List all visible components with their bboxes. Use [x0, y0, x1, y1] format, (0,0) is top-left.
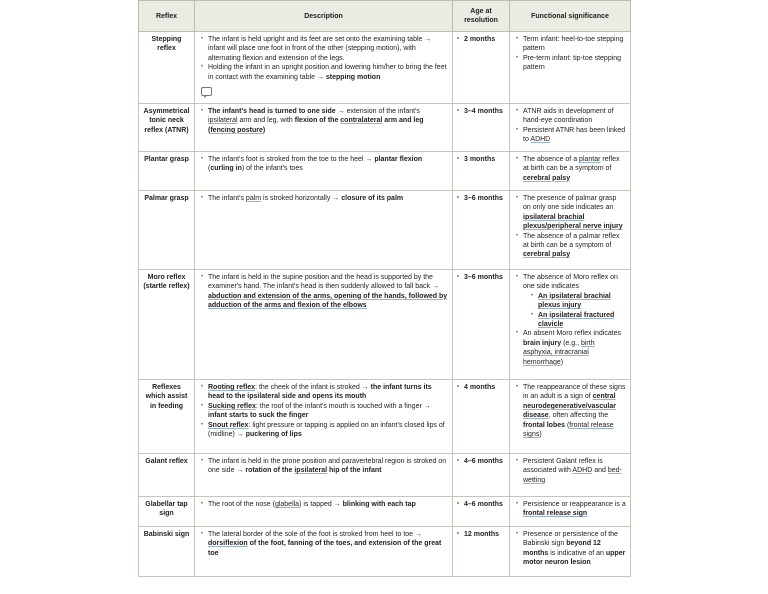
text-run[interactable]: frontal release signs: [523, 421, 614, 439]
text-run: rotation of the: [245, 467, 295, 475]
reflex-table: [138, 0, 631, 577]
table-row: [139, 497, 631, 527]
age-list: [457, 530, 505, 539]
text-run: plantar flexion: [374, 156, 423, 163]
age-value: • 3 months: [457, 155, 505, 164]
reflex-name: Babinski sign: [139, 527, 195, 577]
header-age: Age at resolution: [453, 1, 510, 32]
text-run[interactable]: ADHD: [530, 136, 551, 144]
description-item: [201, 63, 448, 82]
significance-item: [531, 311, 626, 330]
text-run: Persistent ATNR has been linked to: [523, 126, 626, 144]
significance-cell: [510, 380, 631, 454]
text-run: ): [539, 431, 542, 439]
age-value: • 4–6 months: [457, 457, 505, 466]
age-list: [457, 107, 505, 116]
text-run: The infant is held upright and its feet are set onto the examining table → infant will place one foot in front of the other (stepping motion), with alternating flexion and extension of the legs.: [208, 36, 432, 62]
age-cell: [453, 191, 510, 270]
age-list: [457, 155, 505, 164]
text-run: The absence of Moro reflex on one side indicates: [523, 274, 618, 291]
text-run: is stroked horizontally →: [261, 195, 342, 202]
text-run: blinking with each tap: [342, 501, 416, 508]
table-row: [139, 32, 631, 104]
age-list: [457, 35, 505, 44]
text-run[interactable]: glabella: [274, 501, 300, 508]
significance-item: [516, 54, 626, 73]
text-run[interactable]: bed-wetting: [523, 467, 622, 484]
text-run: (: [208, 165, 211, 173]
significance-cell: [510, 104, 631, 152]
text-run: : the cheek of the infant is stroked →: [255, 384, 371, 391]
significance-list: [516, 155, 626, 183]
text-run: ): [262, 126, 266, 134]
description-item: [201, 155, 448, 174]
text-run: brain injury: [523, 339, 562, 347]
age-cell: [453, 270, 510, 380]
age-cell: [453, 527, 510, 577]
text-run: infant starts to suck the finger: [208, 412, 309, 420]
text-run[interactable]: cerebral palsy: [523, 251, 571, 259]
text-run: The infant is held in the prone position and paravertebral region is stroked on one side →: [208, 458, 447, 475]
reflex-table-container: [138, 0, 630, 577]
text-run: The absence of a palmar reflex at birth can be a symptom of: [523, 232, 620, 250]
header-significance: Functional significance: [510, 1, 631, 32]
table-row: [139, 104, 631, 152]
age-list: [457, 457, 505, 466]
text-run: The infant is held in the supine position and the head is supported by the examiner's hand. The infant's head is then suddenly allowed to fall back →: [208, 274, 439, 291]
text-run[interactable]: birth asphyxia, intracranial hemorrhage: [523, 339, 595, 366]
text-run[interactable]: plantar: [579, 156, 601, 163]
description-list: [201, 155, 448, 174]
description-list: [201, 383, 448, 439]
description-item: [201, 194, 448, 203]
text-run[interactable]: ADHD: [572, 467, 593, 475]
text-run: (: [565, 421, 570, 429]
significance-item: [516, 155, 626, 183]
description-list: [201, 194, 448, 203]
text-run: Persistent Galant reflex is associated with: [523, 458, 603, 475]
text-run[interactable]: contralateral: [340, 117, 383, 125]
age-cell: [453, 380, 510, 454]
text-run: The infant's foot is stroked from the toe to the heel →: [208, 156, 375, 163]
description-item: [201, 273, 448, 311]
significance-item: [516, 530, 626, 568]
description-list: [201, 35, 448, 82]
description-item: [201, 35, 448, 63]
text-run: the infant turns its head to the ipsilateral side and opens its mouth: [208, 384, 432, 401]
table-body: [139, 32, 631, 577]
text-run[interactable]: fencing posture: [210, 126, 263, 134]
text-run: ): [560, 358, 564, 366]
description-item: [201, 530, 448, 558]
reflex-name: Galant reflex: [139, 454, 195, 497]
text-run: ) is tapped →: [299, 501, 343, 508]
text-run: of the foot, fanning of the toes, and extension of the great toe: [208, 540, 442, 557]
description-item: [201, 402, 448, 421]
reflex-name: Asymmetrical tonic neck reflex (ATNR): [139, 104, 195, 152]
text-run[interactable]: ipsilateral: [208, 117, 238, 125]
text-run[interactable]: ipsilateral brachial plexus/peripheral nerve injury: [523, 213, 623, 231]
age-cell: [453, 32, 510, 104]
text-run[interactable]: central neurodegenerative/vascular disease: [523, 393, 616, 420]
age-list: [457, 273, 505, 282]
reflex-name: Glabellar tap sign: [139, 497, 195, 527]
text-run: Presence or persistence of the Babinski sign: [523, 531, 618, 548]
age-list: [457, 383, 505, 392]
table-row: [139, 527, 631, 577]
table-row: [139, 454, 631, 497]
text-run[interactable]: cerebral palsy: [523, 174, 571, 182]
description-item: [201, 107, 448, 135]
text-run[interactable]: frontal release sign: [523, 510, 588, 518]
significance-sublist: [531, 292, 626, 330]
text-run: Persistence or reappearance is a: [523, 501, 626, 508]
significance-item: [531, 292, 626, 311]
text-run: The reappearance of these signs in an adult is a sign of: [523, 384, 626, 401]
text-run: : light pressure or tapping is applied on an infant's closed lips of (midline) →: [208, 421, 445, 439]
text-run[interactable]: Snout reflex: [208, 421, 249, 429]
significance-item: [516, 107, 626, 126]
text-run: The presence of palmar grasp on only one side indicates an: [523, 195, 617, 212]
age-value: • 4–6 months: [457, 500, 505, 509]
age-list: [457, 194, 505, 203]
significance-item: [516, 126, 626, 145]
significance-item: [516, 194, 626, 232]
description-cell: [195, 32, 453, 104]
text-run: (e.g.,: [561, 339, 581, 347]
significance-item: [516, 500, 626, 519]
text-run: beyond 12 months: [523, 540, 601, 557]
text-run: is indicative of an: [548, 549, 606, 557]
text-run: The absence of a: [523, 156, 580, 163]
text-run: → extension of the infant's: [335, 108, 420, 115]
reflex-name: Palmar grasp: [139, 191, 195, 270]
text-run: puckering of lips: [245, 431, 302, 439]
text-run: The lateral border of the sole of the foot is stroked from heel to toe →: [208, 531, 423, 538]
description-cell: [195, 454, 453, 497]
reflex-name: Reflexes which assist in feeding: [139, 380, 195, 454]
description-list: [201, 530, 448, 558]
description-cell: [195, 104, 453, 152]
age-cell: [453, 104, 510, 152]
text-run[interactable]: An ipsilateral brachial plexus injury: [538, 292, 611, 310]
description-list: [201, 500, 448, 509]
significance-list: [516, 273, 626, 367]
significance-list: [516, 530, 626, 568]
age-cell: [453, 152, 510, 191]
text-run: , often affecting the: [548, 412, 609, 420]
text-run: ) of the infant's toes: [241, 165, 303, 173]
text-run[interactable]: palm: [245, 195, 262, 202]
text-run: The root of the nose (: [208, 501, 275, 508]
text-run: upper motor neuron lesion: [523, 549, 626, 567]
significance-item: [516, 273, 626, 329]
text-run: reflex at birth can be a symptom of: [523, 156, 620, 173]
description-cell: [195, 380, 453, 454]
significance-item: [516, 383, 626, 439]
age-value: • 2 months: [457, 35, 505, 44]
significance-list: [516, 194, 626, 260]
text-run: curling in: [210, 165, 242, 173]
significance-cell: [510, 527, 631, 577]
age-value: • 4 months: [457, 383, 505, 392]
header-description: Description: [195, 1, 453, 32]
text-run: An absent Moro reflex indicates: [523, 330, 622, 338]
description-item: [201, 500, 448, 509]
significance-item: [516, 35, 626, 54]
text-run[interactable]: ipsilateral: [294, 467, 328, 475]
age-cell: [453, 454, 510, 497]
text-run: The infant's head is turned to one side: [208, 108, 336, 115]
table-row: [139, 191, 631, 270]
text-run: and: [592, 467, 608, 475]
text-run: Term infant: heel-to-toe stepping pattern: [523, 36, 624, 53]
text-run: Pre-term infant: tip-toe stepping pattern: [523, 54, 622, 72]
description-cell: [195, 497, 453, 527]
text-run: arm and leg (: [208, 117, 424, 134]
significance-item: [516, 457, 626, 485]
significance-cell: [510, 32, 631, 104]
description-cell: [195, 270, 453, 380]
table-row: [139, 270, 631, 380]
description-list: [201, 273, 448, 311]
text-run: Holding the infant in an upright position and lowering him/her to bring the feet in contact with the examining table →: [208, 64, 447, 81]
text-run[interactable]: Rooting reflex: [208, 384, 256, 391]
significance-cell: [510, 191, 631, 270]
text-run: arm and leg, with: [237, 117, 295, 125]
description-item: [201, 421, 448, 440]
text-run: frontal lobes: [523, 421, 566, 429]
text-run: : the roof of the infant's mouth is touched with a finger →: [255, 402, 431, 410]
text-run[interactable]: dorsiflexion: [208, 540, 248, 548]
significance-cell: [510, 152, 631, 191]
description-cell: [195, 527, 453, 577]
age-value: • 3–6 months: [457, 194, 505, 203]
header-reflex: Reflex: [139, 1, 195, 32]
significance-list: [516, 107, 626, 145]
age-value: • 3–6 months: [457, 273, 505, 282]
reflex-name: Moro reflex (startle reflex): [139, 270, 195, 380]
description-cell: [195, 191, 453, 270]
significance-list: [516, 457, 626, 485]
text-run: hip of the infant: [327, 467, 382, 475]
text-run[interactable]: Sucking reflex: [208, 402, 256, 410]
comment-icon[interactable]: [201, 87, 212, 96]
description-cell: [195, 152, 453, 191]
table-row: [139, 152, 631, 191]
text-run[interactable]: abduction and extension of the arms, opening of the hands, followed by adduction of the arms and flexion of the elbows: [208, 292, 448, 310]
significance-cell: [510, 454, 631, 497]
text-run: The infant's: [208, 195, 246, 202]
reflex-name: Plantar grasp: [139, 152, 195, 191]
table-header-row: [139, 1, 631, 32]
age-value: • 3–4 months: [457, 107, 505, 116]
description-list: [201, 457, 448, 476]
reflex-name: Stepping reflex: [139, 32, 195, 104]
description-list: [201, 107, 448, 135]
significance-list: [516, 500, 626, 519]
significance-list: [516, 35, 626, 73]
text-run: stepping motion: [325, 73, 381, 81]
significance-list: [516, 383, 626, 439]
table-row: [139, 380, 631, 454]
text-run: ATNR aids in development of hand-eye coordination: [523, 108, 614, 125]
age-value: • 12 months: [457, 530, 505, 539]
significance-item: [516, 329, 626, 367]
text-run: flexion of the: [294, 117, 341, 125]
text-run: closure of its palm: [341, 195, 404, 202]
significance-cell: [510, 497, 631, 527]
significance-cell: [510, 270, 631, 380]
significance-item: [516, 232, 626, 260]
age-cell: [453, 497, 510, 527]
age-list: [457, 500, 505, 509]
text-run[interactable]: An ipsilateral fractured clavicle: [538, 311, 615, 329]
description-item: [201, 457, 448, 476]
description-item: [201, 383, 448, 402]
